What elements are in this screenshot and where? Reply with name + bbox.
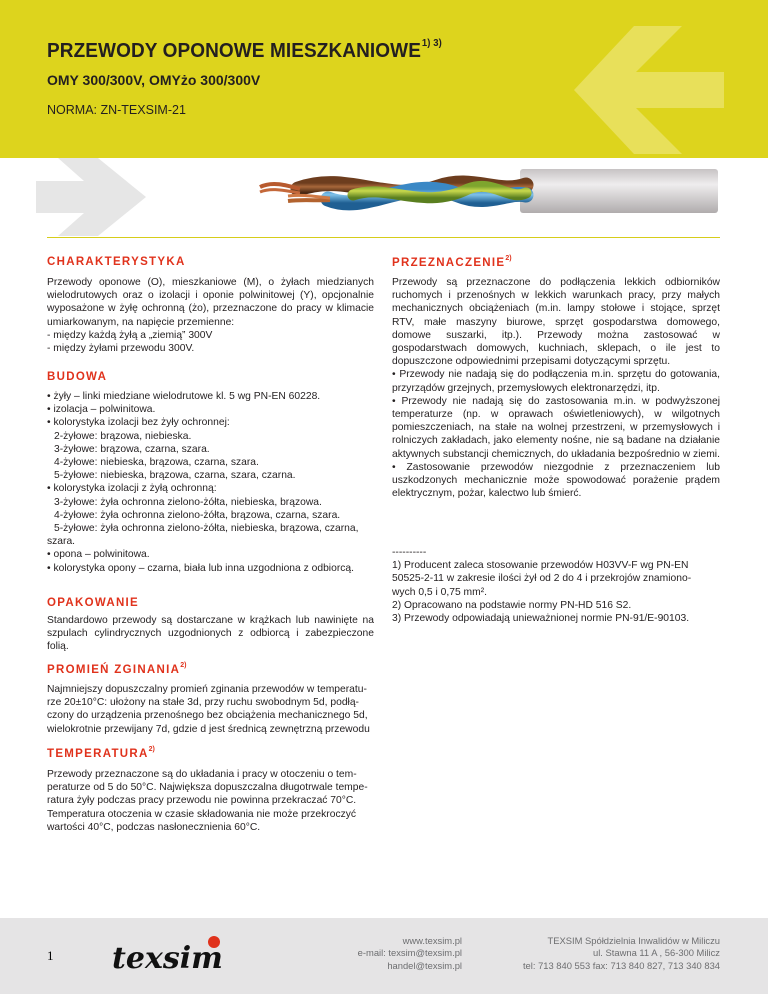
page-number: 1 bbox=[47, 948, 54, 963]
promien-line: Najmniejszy dopuszczalny promień zginania przewodów w temperatu- bbox=[47, 684, 367, 695]
heading-budowa: BUDOWA bbox=[47, 371, 108, 383]
footnotes bbox=[392, 546, 720, 625]
website-link[interactable]: www.texsim.pl bbox=[402, 935, 462, 946]
przeznaczenie-bullet: • Przewody nie nadają się do zastosowania m.in. w podwyższonej temperaturze (np. w oprawach oświetleniowych), w wilgotnych pomieszczeniach, na stałe na wolnej przestrzeni, w przemysłowych i rolniczych zakładach, jako elementy nośne, nie są badane na działanie aktywnych substancji chemicznych, do układania bezpośrednio w ziemi. bbox=[392, 395, 720, 460]
budowa-line: • kolorystyka izolacji z żyłą ochronną: bbox=[47, 483, 217, 495]
svg-text:texsim: texsim bbox=[112, 941, 223, 976]
budowa-line: • opona – polwinitowa. bbox=[47, 549, 150, 561]
charakterystyka-line: - między żyłami przewodu 300V. bbox=[47, 343, 195, 355]
left-arrow-icon bbox=[574, 26, 724, 154]
przeznaczenie-bullet: • Przewody nie nadają się do podłączenia m.in. sprzętu do gotowania, przyrządów grzejnych, przemysłowych elektronarzędzi, itp. bbox=[392, 369, 720, 394]
promien-line: rze 20±10°C: ułożony na stałe 3d, przy ruchu swobodnym 5d, podłą- bbox=[47, 697, 359, 709]
budowa-line: • kolorystyka izolacji bez żyły ochronnej: bbox=[47, 417, 230, 429]
footnote-line: wych 0,5 i 0,75 mm². bbox=[392, 586, 487, 598]
temperatura-line: Przewody przeznaczone są do układania i pracy w otoczeniu o tem- bbox=[47, 769, 357, 780]
footnote-line: 2) Opracowano na podstawie normy PN-HD 516 S2. bbox=[392, 599, 632, 611]
budowa-line: 5-żyłowe: niebieska, brązowa, czarna, szara, czarna. bbox=[54, 470, 296, 482]
przeznaczenie-paragraph: Przewody są przeznaczone do podłączenia lekkich odbiorników ruchomych i przenośnych w lekkich warunkach pracy, przy małych mechanicznych obciążeniach (m.in. lampy stołowe i stojące, sprzęt RTV, małe maszyny biurowe, sprzęt gospodarstwa domowego, domowe suszarki, itp.). Przewody można zastosować w gospodarstwach domowych, kuchniach, sklepach, o ile jest to dopuszczone odpowiednimi przepisami dotyczącymi sprzętu. bbox=[392, 277, 720, 368]
budowa-line: 5-żyłowe: żyła ochronna zielono-żółta, niebieska, brązowa, czarna, bbox=[54, 523, 359, 535]
norm-reference: NORMA: ZN-TEXSIM-21 bbox=[47, 103, 186, 117]
footnote-line: 3) Przewody odpowiadają unieważnionej normie PN-91/E-90103. bbox=[392, 613, 690, 625]
temperatura-line: ratura żyły podczas pracy przewodu nie powinna przekraczać 70°C. bbox=[47, 795, 357, 807]
company-name: TEXSIM Spółdzielnia Inwalidów w Miliczu bbox=[547, 935, 720, 946]
temperatura-line: wartości 40°C, podczas nasłonecznienia 60°C. bbox=[47, 821, 261, 833]
heading-promien-zginania: PROMIEŃ ZGINANIA$^{2)}$ bbox=[47, 662, 187, 676]
page-title: PRZEWODY OPONOWE $MIESZKANIOWE^{1) 3)}$ bbox=[47, 38, 442, 62]
budowa-line: 4-żyłowe: niebieska, brązowa, czarna, szara. bbox=[54, 457, 259, 469]
footnote-separator: ---------- bbox=[392, 547, 427, 558]
street-address: ul. Stawna 11 A , 56-300 Milicz bbox=[593, 947, 720, 959]
budowa-list bbox=[47, 390, 374, 575]
promien-line: czony do urządzenia przenośnego bez obciążenia mechanicznego 5d, bbox=[47, 710, 368, 722]
temperatura-text bbox=[47, 768, 374, 834]
heading-przeznaczenie: PRZEZNACZENIE$^{2)}$ bbox=[392, 255, 512, 269]
budowa-line: • kolorystyka opony – czarna, biała lub inna uzgodniona z odbiorcą. bbox=[47, 562, 354, 574]
promien-text bbox=[47, 683, 374, 736]
header-band bbox=[0, 0, 768, 158]
heading-temperatura: TEMPERATURA$^{2)}$ bbox=[47, 746, 155, 760]
company-address bbox=[486, 935, 720, 972]
temperatura-line: Temperatura otoczenia w czasie składowania nie może przekroczyć bbox=[47, 808, 357, 820]
budowa-line: • izolacja – polwinitowa. bbox=[47, 404, 156, 416]
przeznaczenie-bullet: • Zastosowanie przewodów niezgodnie z przeznaczeniem lub uszkodzonych mechanicznie może spowodować porażenie prądem elektrycznym, pożar, kalectwo lub śmierć. bbox=[392, 461, 720, 500]
section-divider bbox=[47, 237, 720, 238]
texsim-logo bbox=[110, 932, 250, 976]
cable-photo bbox=[258, 165, 718, 230]
footnote-line: 50525-2-11 w zakresie ilości żył od 2 do 4 i przekrojów znamiono- bbox=[392, 573, 692, 585]
charakterystyka-paragraph: Przewody oponowe (O), mieszkaniowe (M), o żyłach miedzianych wielodrutowych oraz o izolacji i oponie polwinitowej (Y), opcjonalnie wyposażone w żyłę ochronną (żo), przeznaczone do pracy w klimacie umiarkowanym, na napięcie przemienne: bbox=[47, 277, 374, 328]
przeznaczenie-text bbox=[392, 276, 720, 500]
budowa-line: 3-żyłowe: żyła ochronna zielono-żółta, niebieska, brązowa. bbox=[54, 496, 322, 508]
heading-charakterystyka: CHARAKTERYSTYKA bbox=[47, 256, 186, 268]
email-link[interactable]: e-mail: texsim@texsim.pl bbox=[357, 947, 462, 959]
sales-email-link[interactable]: handel@texsim.pl bbox=[387, 959, 462, 971]
contact-info bbox=[318, 935, 462, 972]
product-types: OMY 300/300V, OMYżo 300/300V bbox=[47, 72, 261, 88]
charakterystyka-text bbox=[47, 276, 374, 355]
budowa-line: • żyły – linki miedziane wielodrutowe kl. 5 wg PN-EN 60228. bbox=[47, 391, 321, 402]
charakterystyka-line: - między każdą żyłą a „ziemią” 300V bbox=[47, 329, 213, 341]
right-arrow-icon bbox=[36, 158, 146, 236]
opakowanie-text: Standardowo przewody są dostarczane w krążkach lub nawinięte na szpulach cylindrycznych uzgodnionych z odbiorcą i zabezpieczone folią. bbox=[47, 615, 374, 653]
budowa-line: 2-żyłowe: brązowa, niebieska. bbox=[54, 430, 192, 442]
title-footnote-ref: 1) 3) bbox=[421, 38, 442, 49]
footnote-line: 1) Producent zaleca stosowanie przewodów H03VV-F wg PN-EN bbox=[392, 560, 689, 572]
budowa-line: szara. bbox=[47, 536, 76, 548]
heading-opakowanie: OPAKOWANIE bbox=[47, 597, 140, 609]
budowa-line: 3-żyłowe: brązowa, czarna, szara. bbox=[54, 443, 210, 455]
phone-fax: tel: 713 840 553 fax: 713 840 827, 713 340 834 bbox=[522, 959, 720, 971]
promien-line: wielokrotnie przewijany 7d, gdzie d jest średnicą zewnętrzną przewodu bbox=[47, 723, 370, 735]
budowa-line: 4-żyłowe: żyła ochronna zielono-żółta, brązowa, czarna, szara. bbox=[54, 509, 341, 521]
temperatura-line: peraturze od 5 do 50°C. Największa dopuszczalna długotrwale tempe- bbox=[47, 782, 368, 794]
